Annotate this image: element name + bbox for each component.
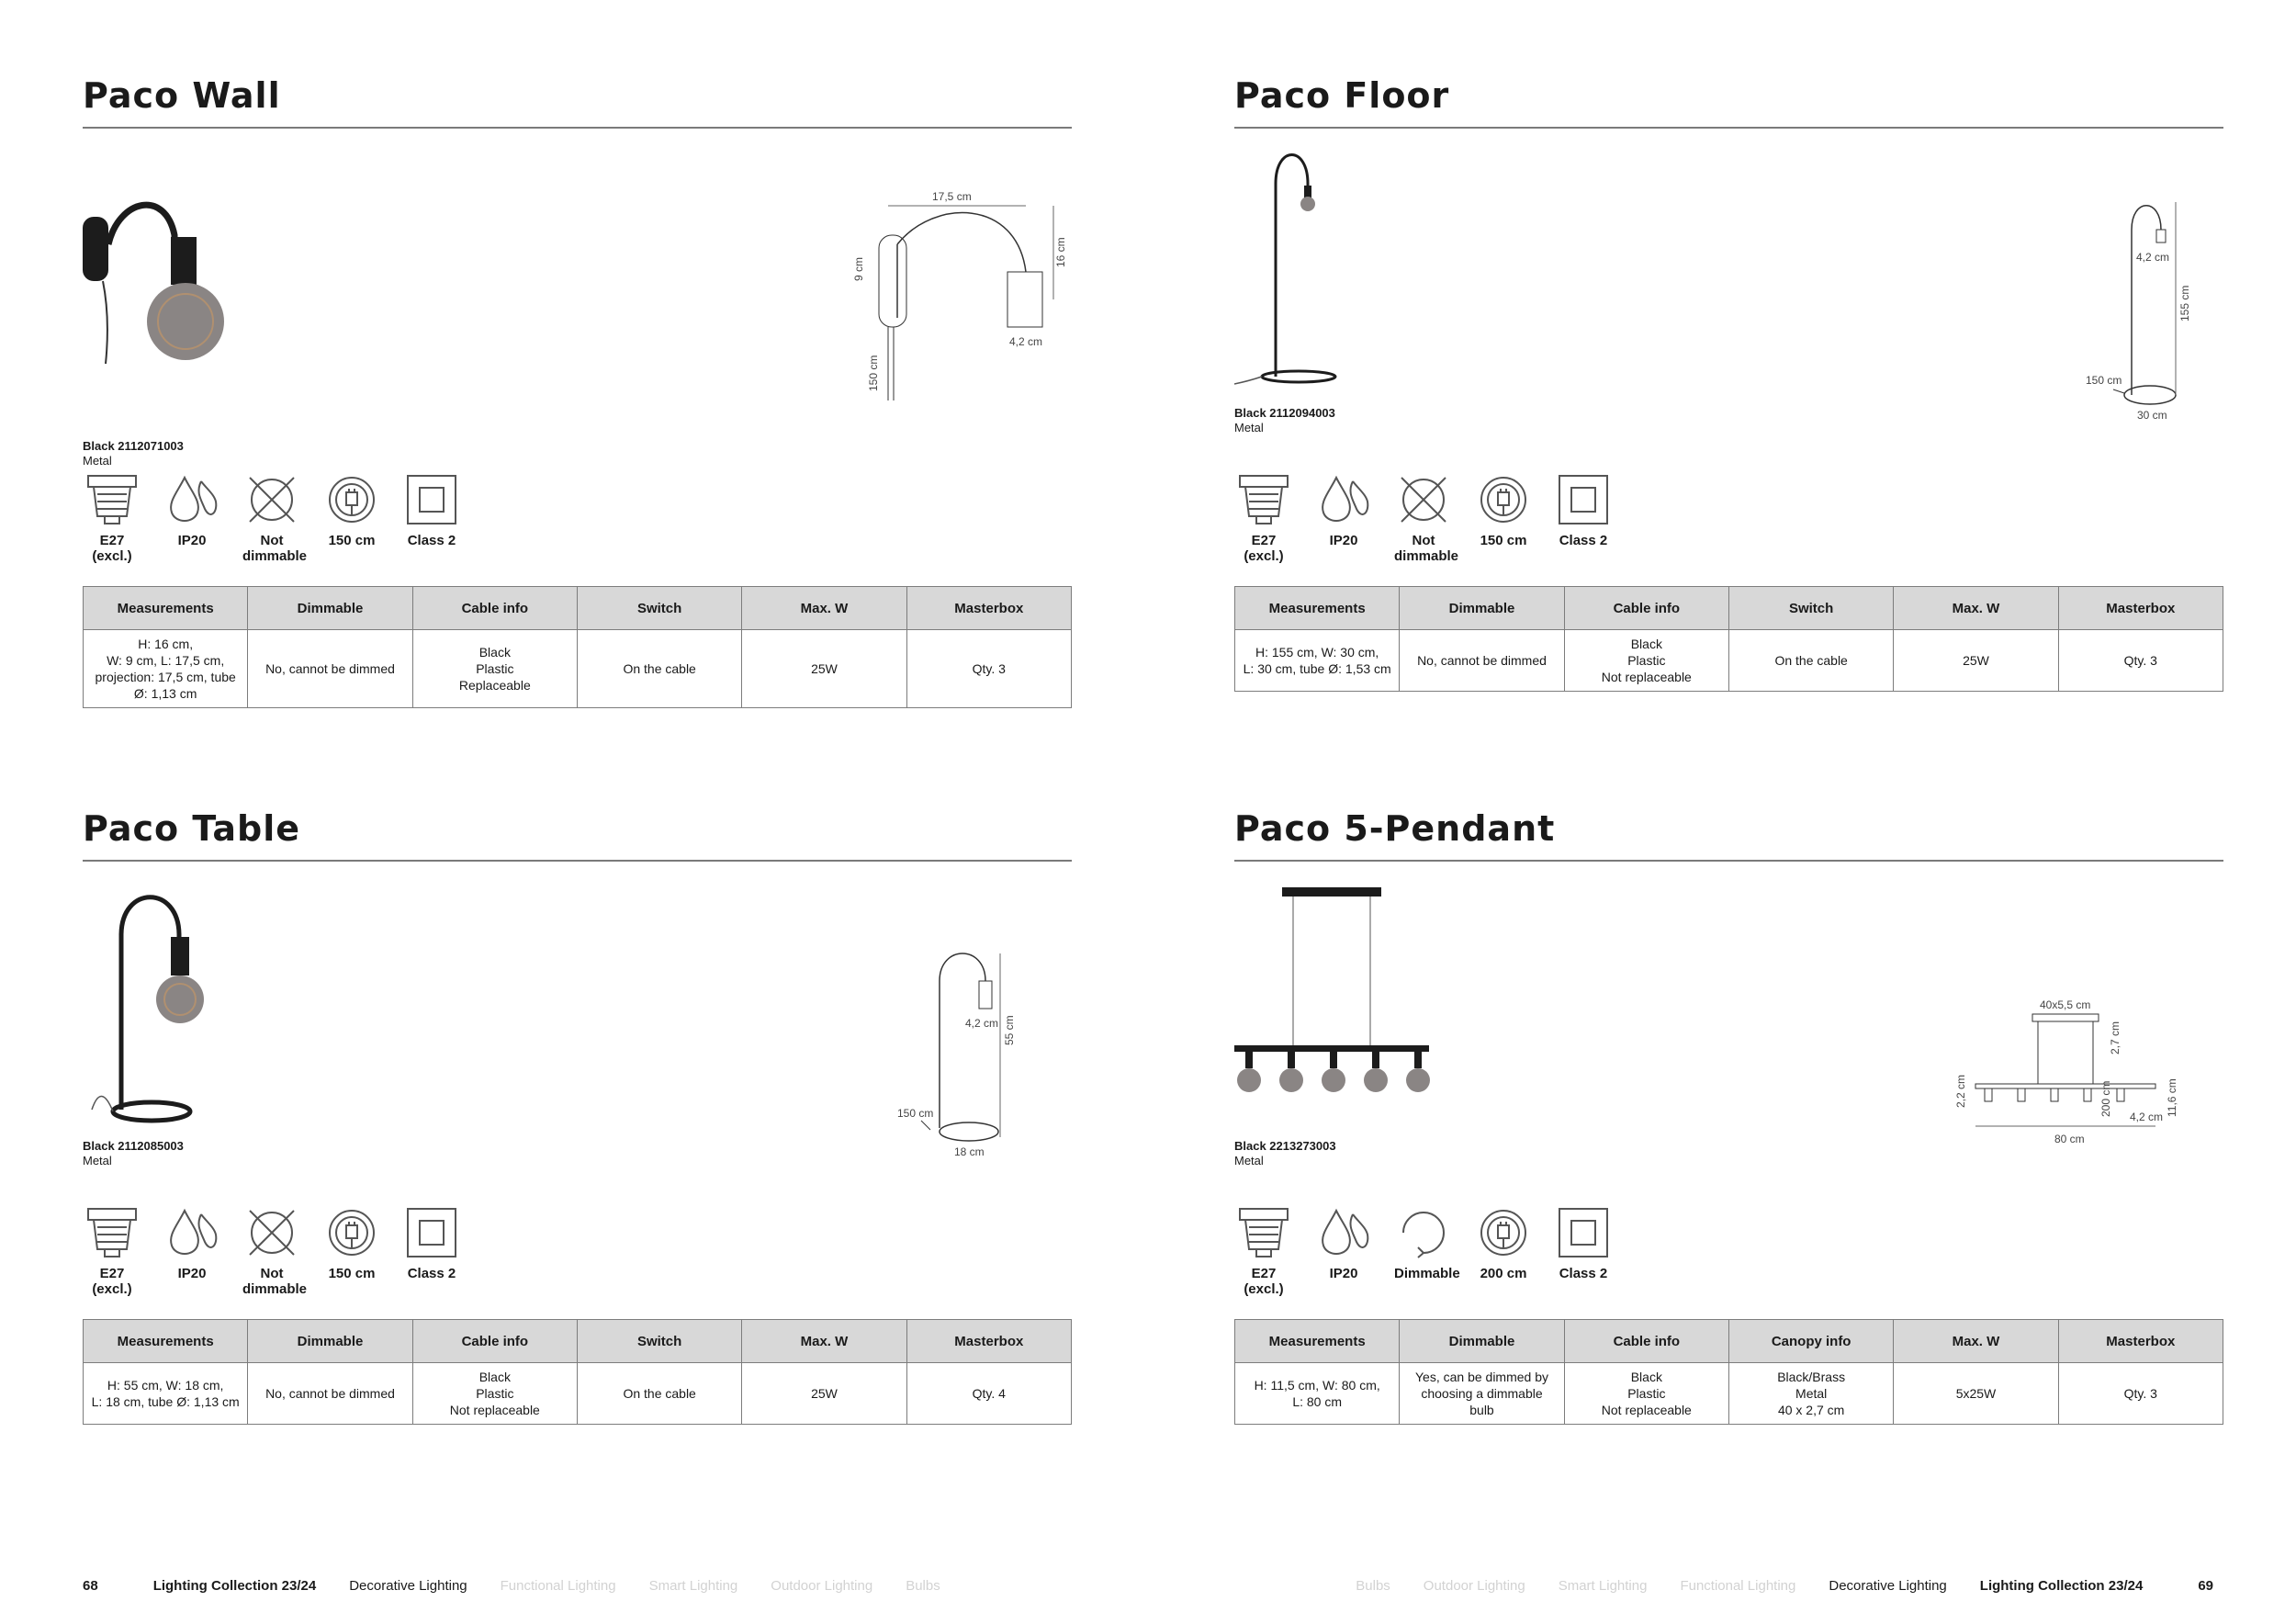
col-header: Cable info	[412, 587, 577, 630]
col-header: Switch	[1728, 587, 1893, 630]
dimension-drawing	[1948, 880, 2223, 1156]
table-cell: On the cable	[577, 630, 741, 708]
title-divider	[83, 860, 1072, 862]
col-header: Switch	[577, 1320, 741, 1363]
col-header: Measurements	[1235, 587, 1400, 630]
table-cell: 25W	[1894, 630, 2058, 692]
col-header: Switch	[577, 587, 741, 630]
table-cell: 25W	[742, 630, 906, 708]
col-header: Masterbox	[906, 587, 1071, 630]
class2-icon	[404, 472, 459, 527]
feature-cable: 150 cm	[322, 472, 381, 581]
col-header: Canopy info	[1728, 1320, 1893, 1363]
col-header: Measurements	[84, 587, 248, 630]
product-caption	[83, 439, 184, 468]
col-header: Masterbox	[906, 1320, 1071, 1363]
table-cell: Qty. 3	[2058, 630, 2223, 692]
bulb-socket-icon	[84, 472, 140, 527]
col-header: Measurements	[1235, 1320, 1400, 1363]
feature-icons	[1234, 472, 2223, 581]
feature-icons	[83, 472, 1072, 581]
table-cell: No, cannot be dimmed	[248, 1363, 412, 1425]
feature-ip: IP20	[1314, 1205, 1373, 1314]
not-dimmable-icon	[244, 472, 299, 527]
droplets-icon	[164, 1205, 219, 1260]
product-caption	[1234, 406, 1335, 435]
footer-left	[83, 1578, 940, 1594]
table-cell: Black Plastic Replaceable	[412, 630, 577, 708]
feature-dimming: Dimmable	[1394, 1205, 1453, 1314]
page-number: 69	[2198, 1578, 2213, 1594]
table-cell: No, cannot be dimmed	[1400, 630, 1564, 692]
feature-ip: IP20	[163, 472, 221, 581]
product-photo	[1234, 147, 1510, 423]
table-cell: Black Plastic Not replaceable	[1564, 1363, 1728, 1425]
col-header: Masterbox	[2058, 1320, 2223, 1363]
bulb-socket-icon	[1236, 472, 1291, 527]
dim-width-label: 17,5 cm	[932, 190, 972, 203]
footer-nav-item[interactable]: Functional Lighting	[1680, 1578, 1796, 1594]
col-header: Dimmable	[1400, 1320, 1564, 1363]
footer-nav-item[interactable]: Smart Lighting	[1558, 1578, 1648, 1594]
footer-nav-active[interactable]: Decorative Lighting	[349, 1578, 467, 1594]
dim-cable-label: 150 cm	[2086, 374, 2122, 387]
product-photo	[1234, 880, 1510, 1137]
spec-table	[1234, 586, 2223, 692]
section-paco-floor	[1234, 70, 2223, 692]
feature-cable: 150 cm	[1474, 472, 1533, 581]
title-divider	[1234, 127, 2223, 129]
product-media	[1234, 880, 2223, 1167]
table-cell: Black Plastic Not replaceable	[412, 1363, 577, 1425]
table-cell: On the cable	[1728, 630, 1893, 692]
section-title: Paco Table	[83, 808, 300, 849]
dim-height-label: 16 cm	[1054, 237, 1067, 267]
col-header: Dimmable	[248, 1320, 412, 1363]
col-header: Dimmable	[1400, 587, 1564, 630]
feature-class: Class 2	[402, 1205, 461, 1314]
feature-socket: E27 (excl.)	[1234, 1205, 1293, 1314]
table-cell: Black/Brass Metal 40 x 2,7 cm	[1728, 1363, 1893, 1425]
dim-tube-label: 4,2 cm	[965, 1017, 999, 1030]
table-cell: On the cable	[577, 1363, 741, 1425]
col-header: Dimmable	[248, 587, 412, 630]
product-material: Metal	[1234, 1154, 1264, 1167]
dim-tube-label: 4,2 cm	[1009, 335, 1043, 348]
cable-plug-icon	[1476, 472, 1531, 527]
table-cell: Qty. 3	[2058, 1363, 2223, 1425]
title-divider	[1234, 860, 2223, 862]
product-media	[83, 880, 1072, 1167]
table-row	[1235, 1363, 2223, 1425]
cable-plug-icon	[324, 472, 379, 527]
feature-socket: E27 (excl.)	[83, 472, 141, 581]
dimension-drawing	[796, 880, 1072, 1156]
dim-width-label: 18 cm	[954, 1145, 985, 1156]
section-title: Paco Floor	[1234, 75, 1450, 116]
section-title: Paco Wall	[83, 75, 281, 116]
col-header: Max. W	[1894, 587, 2058, 630]
feature-class: Class 2	[1554, 472, 1613, 581]
product-material: Metal	[83, 454, 112, 468]
not-dimmable-icon	[244, 1205, 299, 1260]
product-caption	[83, 1139, 184, 1168]
product-code: Black 2213273003	[1234, 1139, 1336, 1153]
col-header: Cable info	[412, 1320, 577, 1363]
droplets-icon	[1316, 1205, 1371, 1260]
table-cell: Black Plastic Not replaceable	[1564, 630, 1728, 692]
class2-icon	[1556, 1205, 1611, 1260]
dimension-drawing	[796, 180, 1072, 456]
feature-class: Class 2	[402, 472, 461, 581]
class2-icon	[1556, 472, 1611, 527]
footer-nav-item[interactable]: Outdoor Lighting	[1423, 1578, 1525, 1594]
dim-cable-label: 150 cm	[867, 355, 880, 391]
product-caption	[1234, 1139, 1336, 1168]
table-row	[84, 1363, 1072, 1425]
table-cell: No, cannot be dimmed	[248, 630, 412, 708]
product-media	[1234, 147, 2223, 434]
feature-socket: E27 (excl.)	[1234, 472, 1293, 581]
cable-plug-icon	[324, 1205, 379, 1260]
table-cell: Qty. 4	[906, 1363, 1071, 1425]
droplets-icon	[164, 472, 219, 527]
product-material: Metal	[83, 1154, 112, 1167]
table-cell: H: 155 cm, W: 30 cm, L: 30 cm, tube Ø: 1,53 cm	[1235, 630, 1400, 692]
collection-title: Lighting Collection 23/24	[1979, 1578, 2144, 1594]
feature-ip: IP20	[163, 1205, 221, 1314]
product-code: Black 2112094003	[1234, 406, 1335, 420]
footer-nav-item[interactable]: Functional Lighting	[500, 1578, 616, 1594]
class2-icon	[404, 1205, 459, 1260]
section-title: Paco 5-Pendant	[1234, 808, 1556, 849]
feature-dimming: Not dimmable	[242, 472, 301, 581]
section-paco-table	[83, 803, 1072, 1425]
table-cell: H: 11,5 cm, W: 80 cm, L: 80 cm	[1235, 1363, 1400, 1425]
collection-title: Lighting Collection 23/24	[152, 1578, 317, 1594]
spec-table	[1234, 1319, 2223, 1425]
product-media	[83, 180, 1072, 468]
title-divider	[83, 127, 1072, 129]
table-cell: H: 16 cm, W: 9 cm, L: 17,5 cm, projection: 17,5 cm, tube Ø: 1,13 cm	[84, 630, 248, 708]
dim-canopy-height-label: 2,7 cm	[2109, 1021, 2122, 1054]
table-cell: H: 55 cm, W: 18 cm, L: 18 cm, tube Ø: 1,13 cm	[84, 1363, 248, 1425]
feature-icons	[1234, 1205, 2223, 1314]
footer-nav-item[interactable]: Outdoor Lighting	[771, 1578, 873, 1594]
col-header: Measurements	[84, 1320, 248, 1363]
dim-tube-label: 4,2 cm	[2136, 251, 2170, 264]
not-dimmable-icon	[1396, 472, 1451, 527]
feature-dimming: Not dimmable	[242, 1205, 301, 1314]
col-header: Max. W	[742, 1320, 906, 1363]
col-header: Max. W	[742, 587, 906, 630]
table-row	[84, 630, 1072, 708]
bulb-socket-icon	[1236, 1205, 1291, 1260]
dim-canopy-label: 40x5,5 cm	[2040, 998, 2091, 1011]
section-paco-5-pendant	[1234, 803, 2223, 1425]
col-header: Cable info	[1564, 1320, 1728, 1363]
page-number: 68	[83, 1578, 98, 1594]
product-photo	[83, 180, 358, 437]
spec-table	[83, 1319, 1072, 1425]
dim-total-height-label: 11,6 cm	[2166, 1078, 2178, 1117]
dim-tube-label: 4,2 cm	[2130, 1111, 2164, 1123]
bulb-socket-icon	[84, 1205, 140, 1260]
feature-socket: E27 (excl.)	[83, 1205, 141, 1314]
table-cell: Qty. 3	[906, 630, 1071, 708]
product-code: Black 2112071003	[83, 439, 184, 453]
droplets-icon	[1316, 472, 1371, 527]
feature-icons	[83, 1205, 1072, 1314]
table-cell: 25W	[742, 1363, 906, 1425]
feature-cable: 150 cm	[322, 1205, 381, 1314]
dim-cable-label: 150 cm	[897, 1107, 934, 1120]
col-header: Masterbox	[2058, 587, 2223, 630]
spec-table	[83, 586, 1072, 708]
footer-right	[1356, 1578, 2213, 1594]
dim-drop-label: 200 cm	[2099, 1080, 2112, 1117]
dim-width-label: 80 cm	[2054, 1133, 2085, 1145]
footer-nav-item[interactable]: Bulbs	[1356, 1578, 1390, 1594]
feature-class: Class 2	[1554, 1205, 1613, 1314]
cable-plug-icon	[1476, 1205, 1531, 1260]
feature-dimming: Not dimmable	[1394, 472, 1453, 581]
footer-nav-item[interactable]: Smart Lighting	[648, 1578, 738, 1594]
dimmable-icon	[1396, 1205, 1451, 1260]
section-paco-wall	[83, 70, 1072, 708]
dim-bar-height-label: 2,2 cm	[1954, 1074, 1967, 1108]
dimension-drawing	[1948, 147, 2223, 423]
footer-nav-active[interactable]: Decorative Lighting	[1829, 1578, 1947, 1594]
table-row	[1235, 630, 2223, 692]
footer-nav-item[interactable]: Bulbs	[906, 1578, 940, 1594]
col-header: Cable info	[1564, 587, 1728, 630]
product-material: Metal	[1234, 421, 1264, 434]
dim-height-label: 155 cm	[2178, 285, 2191, 321]
feature-ip: IP20	[1314, 472, 1373, 581]
table-cell: 5x25W	[1894, 1363, 2058, 1425]
dim-depth-label: 9 cm	[852, 256, 865, 281]
product-code: Black 2112085003	[83, 1139, 184, 1153]
feature-cable: 200 cm	[1474, 1205, 1533, 1314]
product-photo	[83, 880, 358, 1156]
col-header: Max. W	[1894, 1320, 2058, 1363]
table-cell: Yes, can be dimmed by choosing a dimmable bulb	[1400, 1363, 1564, 1425]
dim-height-label: 55 cm	[1003, 1015, 1016, 1045]
dim-width-label: 30 cm	[2137, 409, 2167, 422]
